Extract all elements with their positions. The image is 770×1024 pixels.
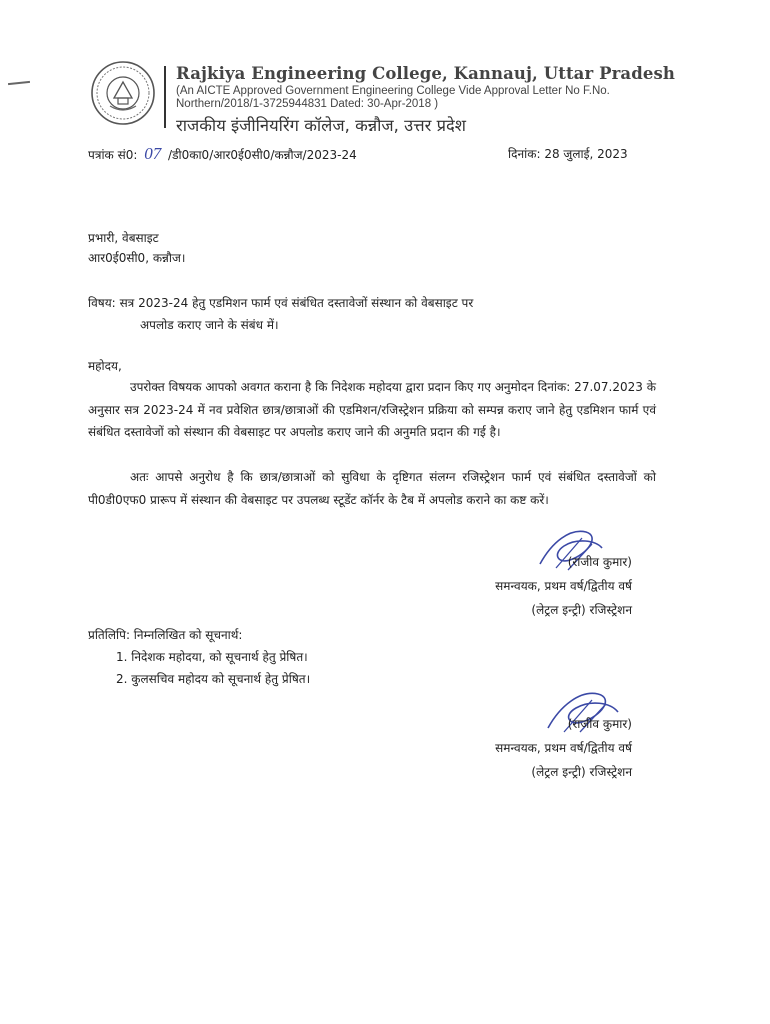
salutation: महोदय, <box>88 359 122 373</box>
signatory-designation-1: समन्वयक, प्रथम वर्ष/द्वितीय वर्ष <box>495 579 632 593</box>
body-paragraph-2: अतः आपसे अनुरोध है कि छात्र/छात्राओं को सुविधा के दृष्टिगत संलग्न रजिस्ट्रेशन फार्म एवं संबंधित दस्तावेजों को पी0डी0एफ0 प्रारूप में संस्थान की वेबसाइट पर उपलब्ध स्टूडेंट कॉर्नर के टैब में अपलोड कराने का कष्ट करें। <box>88 470 656 507</box>
reference-label: पत्रांक सं0: <box>88 148 138 162</box>
signatory-designation-1: समन्वयक, प्रथम वर्ष/द्वितीय वर्ष <box>495 741 632 755</box>
copy-list <box>116 646 310 690</box>
copy-item: 1. निदेशक महोदया, को सूचनार्थ हेतु प्रेषित। <box>116 650 308 664</box>
subject <box>88 292 473 314</box>
signatory-designation-2: (लेट्रल इन्ट्री) रजिस्ट्रेशन <box>531 603 632 617</box>
subject-line-1: सत्र 2023-24 हेतु एडमिशन फार्म एवं संबंधित दस्तावेजों संस्थान को वेबसाइट पर <box>119 296 474 310</box>
copy-heading: प्रतिलिपि: निम्नलिखित को सूचनार्थ: <box>88 628 243 642</box>
signatory-designation-2: (लेट्रल इन्ट्री) रजिस्ट्रेशन <box>531 765 632 779</box>
signature-block-2 <box>495 712 632 784</box>
handwritten-number: 07 <box>144 144 162 163</box>
body-paragraph-1: उपरोक्त विषयक आपको अवगत कराना है कि निदेशक महोदया द्वारा प्रदान किए गए अनुमोदन दिनांक: 27.07.2023 के अनुसार सत्र 2023-24 में नव प्रवेशित छात्र/छात्राओं की एडमिशन/रजिस्ट्रेशन प्रक्रिया को सम्पन्न कराए जाने हेतु एडमिशन फार्म एवं संबंधित दस्तावेजों को संस्थान की वेबसाइट पर अपलोड कराए जाने की अनुमति प्रदान की गई है। <box>88 380 656 439</box>
college-seal-icon <box>90 60 156 126</box>
approval-info <box>176 85 610 110</box>
addressee-line-1: प्रभारी, वेबसाइट <box>88 231 159 245</box>
college-name-hi: राजकीय इंजीनियरिंग कॉलेज, कन्नौज, उत्तर प्रदेश <box>176 116 466 135</box>
scan-mark <box>8 81 30 85</box>
subject-label: विषय: <box>88 296 116 310</box>
date-value: 28 जुलाई, 2023 <box>544 147 628 161</box>
reference-number <box>88 144 357 164</box>
signature-block-1 <box>495 550 632 622</box>
letterhead-divider <box>164 66 166 128</box>
date-label: दिनांक: <box>508 147 541 161</box>
college-name-en: Rajkiya Engineering College, Kannauj, Uttar Pradesh <box>176 64 675 83</box>
reference-code: /डी0का0/आर0ई0सी0/कन्नौज/2023-24 <box>168 148 357 162</box>
approval-line-1: (An AICTE Approved Government Engineering College Vide Approval Letter No F.No. <box>176 85 610 97</box>
approval-line-2: Northern/2018/1-3725944831 Dated: 30-Apr-2018 ) <box>176 97 439 110</box>
signatory-name: (राजीव कुमार) <box>567 717 632 731</box>
subject-line-2: अपलोड कराए जाने के संबंध में। <box>140 318 279 332</box>
addressee <box>88 228 185 268</box>
copy-item: 2. कुलसचिव महोदय को सूचनार्थ हेतु प्रेषित। <box>116 672 311 686</box>
letter-date <box>508 145 628 162</box>
addressee-line-2: आर0ई0सी0, कन्नौज। <box>88 251 186 265</box>
signatory-name: (राजीव कुमार) <box>567 555 632 569</box>
